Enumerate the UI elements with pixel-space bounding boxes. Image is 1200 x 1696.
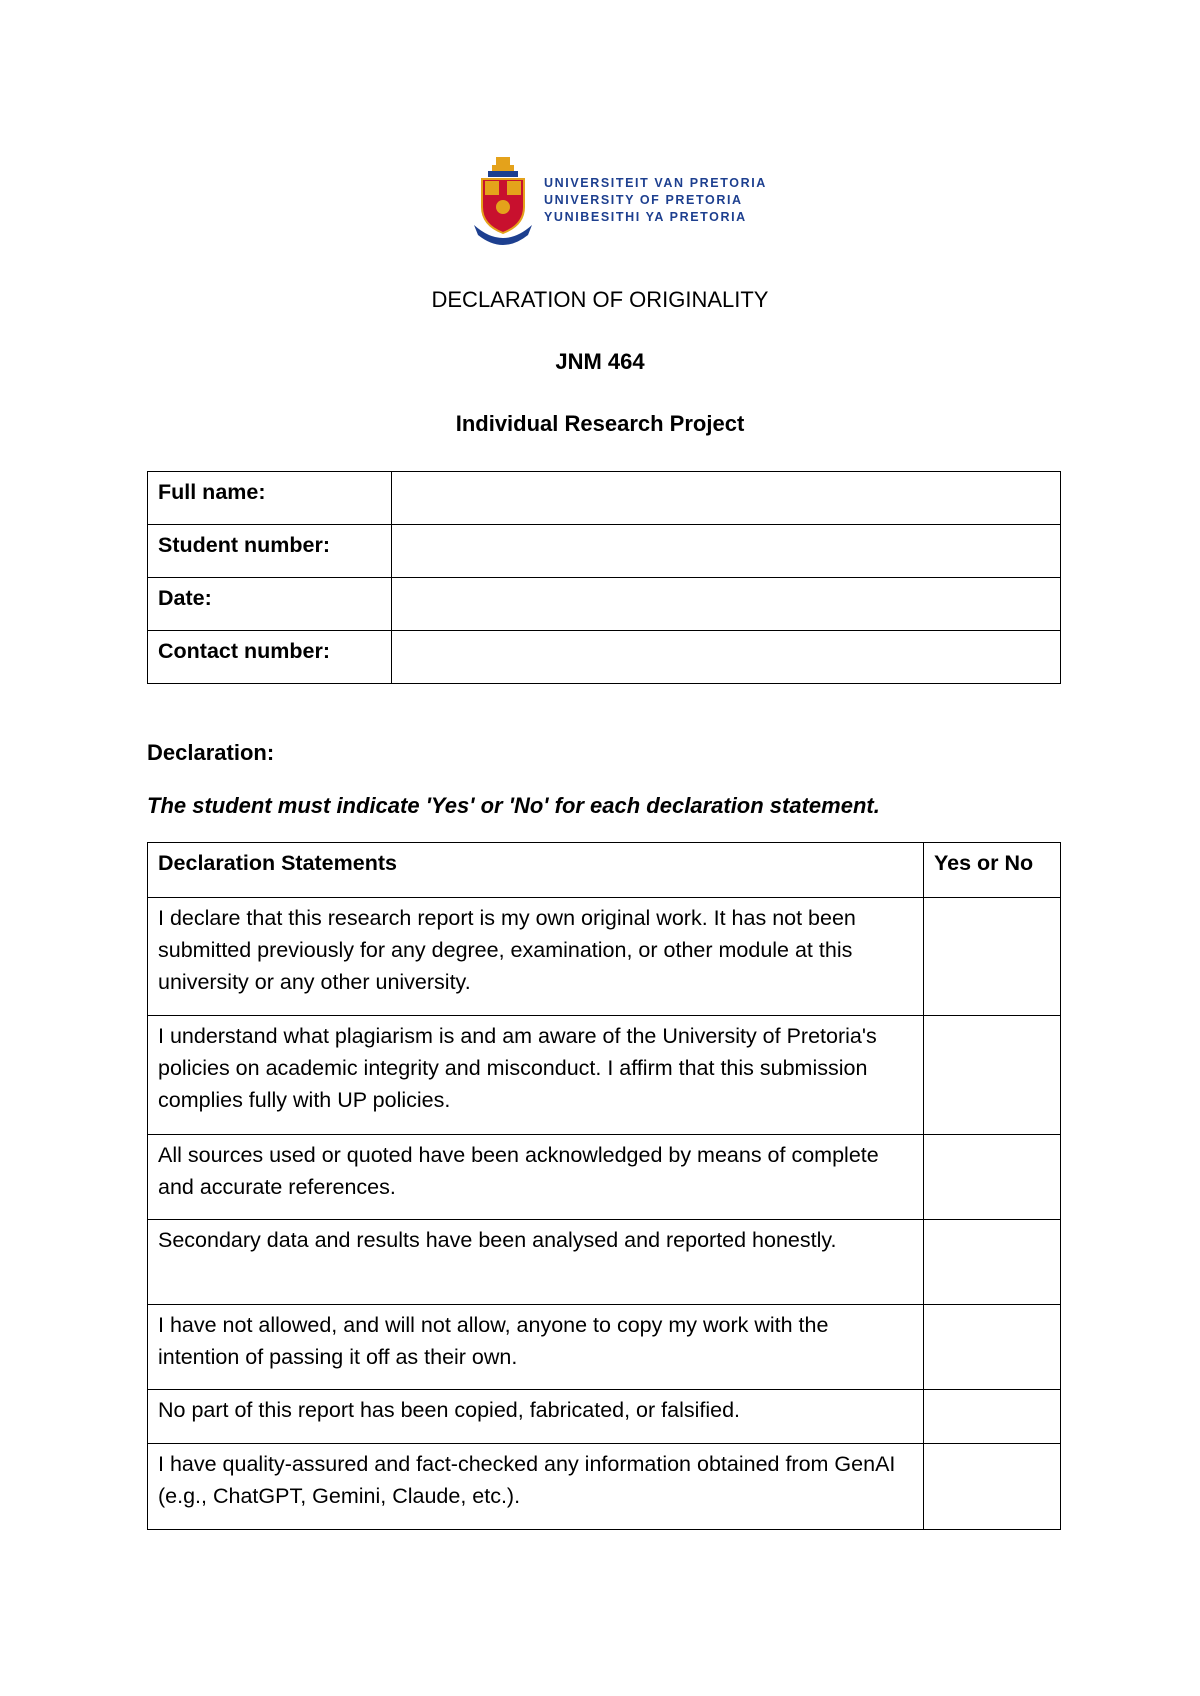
declaration-statement: I have quality-assured and fact-checked any information obtained from GenAI (e.g., ChatGPT, Gemini, Claude, etc.). xyxy=(148,1444,924,1530)
declaration-label: Declaration: xyxy=(147,740,275,765)
statements-header: Declaration Statements xyxy=(148,843,924,898)
declaration-row xyxy=(148,1220,1061,1305)
course-code: JNM 464 xyxy=(555,349,645,374)
info-label: Date: xyxy=(148,578,392,631)
declaration-header-row xyxy=(148,843,1061,898)
declaration-statement: I understand what plagiarism is and am aware of the University of Pretoria's policies on academic integrity and misconduct. I affirm that this submission complies fully with UP policies. xyxy=(148,1016,924,1135)
info-label: Full name: xyxy=(148,472,392,525)
info-row-date xyxy=(148,578,1061,631)
contact-number-field[interactable] xyxy=(392,631,1061,684)
declaration-statement: I have not allowed, and will not allow, anyone to copy my work with the intention of passing it off as their own. xyxy=(148,1305,924,1390)
declaration-statement: All sources used or quoted have been acknowledged by means of complete and accurate references. xyxy=(148,1135,924,1220)
info-label: Contact number: xyxy=(148,631,392,684)
declaration-row xyxy=(148,1135,1061,1220)
declaration-row xyxy=(148,898,1061,1016)
declaration-statement: No part of this report has been copied, fabricated, or falsified. xyxy=(148,1390,924,1444)
declaration-statement: I declare that this research report is my own original work. It has not been submitted previously for any degree, examination, or other module at this university or any other university. xyxy=(148,898,924,1016)
logo-line-sepedi: YUNIBESITHI YA PRETORIA xyxy=(544,209,747,224)
declaration-row xyxy=(148,1444,1061,1530)
yes-no-field[interactable] xyxy=(924,1220,1061,1305)
info-label: Student number: xyxy=(148,525,392,578)
logo-line-english: UNIVERSITY OF PRETORIA xyxy=(544,192,743,207)
yes-no-field[interactable] xyxy=(924,1135,1061,1220)
declaration-statement: Secondary data and results have been analysed and reported honestly. xyxy=(148,1220,924,1305)
declaration-row xyxy=(148,1305,1061,1390)
declaration-instruction: The student must indicate 'Yes' or 'No' for each declaration statement. xyxy=(147,793,880,818)
full-name-field[interactable] xyxy=(392,472,1061,525)
info-row-full-name xyxy=(148,472,1061,525)
date-field[interactable] xyxy=(392,578,1061,631)
yes-no-field[interactable] xyxy=(924,898,1061,1016)
student-info-table xyxy=(147,471,1061,684)
yes-no-field[interactable] xyxy=(924,1390,1061,1444)
project-title: Individual Research Project xyxy=(455,411,745,436)
declaration-row xyxy=(148,1390,1061,1444)
info-row-contact-number xyxy=(148,631,1061,684)
declaration-table xyxy=(147,842,1061,1530)
yes-no-field[interactable] xyxy=(924,1444,1061,1530)
answer-header: Yes or No xyxy=(924,843,1061,898)
info-row-student-number xyxy=(148,525,1061,578)
university-crest-icon xyxy=(470,155,536,245)
student-number-field[interactable] xyxy=(392,525,1061,578)
yes-no-field[interactable] xyxy=(924,1305,1061,1390)
declaration-row xyxy=(148,1016,1061,1135)
logo-line-afrikaans: UNIVERSITEIT VAN PRETORIA xyxy=(544,175,767,190)
university-logo xyxy=(470,155,767,245)
yes-no-field[interactable] xyxy=(924,1016,1061,1135)
document-title: DECLARATION OF ORIGINALITY xyxy=(431,287,769,312)
